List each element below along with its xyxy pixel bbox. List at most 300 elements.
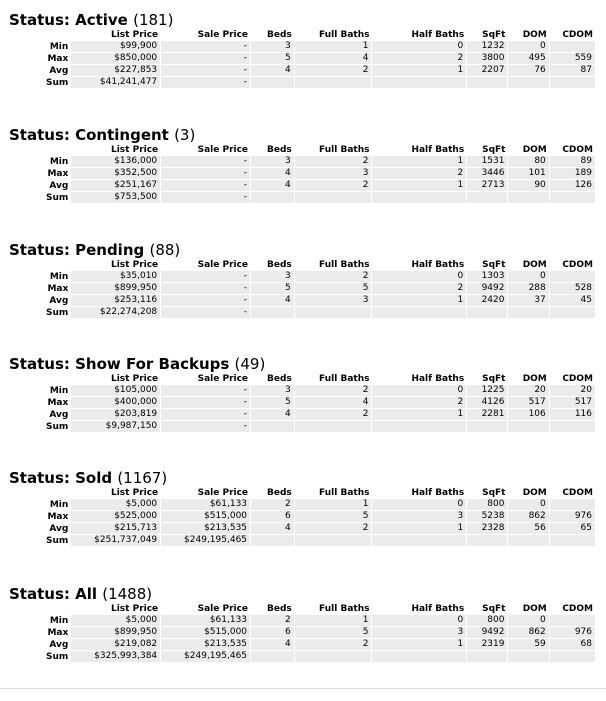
status-count: (1167) bbox=[117, 469, 168, 487]
column-header: Sale Price bbox=[197, 374, 249, 384]
stat-cell: 800 bbox=[467, 615, 508, 627]
stat-cell bbox=[508, 307, 549, 319]
stat-cell: 2713 bbox=[467, 180, 508, 192]
stat-cell: $352,500 bbox=[71, 168, 161, 180]
stat-cell: - bbox=[161, 53, 251, 65]
stat-row bbox=[30, 41, 596, 53]
stat-row bbox=[30, 156, 596, 168]
stat-cell bbox=[372, 77, 467, 89]
stat-cell bbox=[295, 535, 373, 547]
stat-cell bbox=[251, 651, 295, 663]
stat-cell: 65 bbox=[550, 523, 596, 535]
stat-cell bbox=[550, 651, 596, 663]
stat-cell: $61,133 bbox=[161, 615, 251, 627]
stat-row bbox=[30, 271, 596, 283]
stat-cell: 87 bbox=[550, 65, 596, 77]
stat-cell: - bbox=[161, 168, 251, 180]
row-label: Avg bbox=[49, 409, 69, 420]
stat-cell bbox=[508, 535, 549, 547]
stat-row bbox=[30, 168, 596, 180]
column-header: CDOM bbox=[562, 260, 593, 270]
row-label: Max bbox=[47, 168, 69, 179]
row-label: Avg bbox=[49, 639, 69, 650]
column-header: Beds bbox=[266, 30, 292, 40]
header-row bbox=[30, 604, 596, 615]
column-header: DOM bbox=[522, 374, 547, 384]
status-heading bbox=[9, 127, 195, 144]
stat-cell: 800 bbox=[467, 499, 508, 511]
column-header: List Price bbox=[110, 145, 159, 155]
header-row bbox=[30, 145, 596, 156]
stat-cell: $400,000 bbox=[71, 397, 161, 409]
column-header: Half Baths bbox=[411, 30, 465, 40]
stat-row bbox=[30, 421, 596, 433]
column-header: Full Baths bbox=[319, 145, 370, 155]
stat-cell: 1 bbox=[372, 156, 467, 168]
column-header: Sale Price bbox=[197, 260, 249, 270]
stats-table bbox=[30, 604, 596, 663]
stat-cell bbox=[550, 77, 596, 89]
stat-cell bbox=[251, 307, 295, 319]
stat-cell bbox=[550, 421, 596, 433]
stat-cell: $253,116 bbox=[71, 295, 161, 307]
stat-cell bbox=[467, 192, 508, 204]
stat-cell: 37 bbox=[508, 295, 549, 307]
stat-cell: 0 bbox=[372, 41, 467, 53]
column-header: Full Baths bbox=[319, 30, 370, 40]
stat-cell: 3 bbox=[295, 295, 373, 307]
row-label: Min bbox=[49, 499, 69, 510]
column-header: SqFt bbox=[482, 260, 506, 270]
stat-cell: 2 bbox=[372, 397, 467, 409]
stat-cell bbox=[295, 77, 373, 89]
stat-row bbox=[30, 397, 596, 409]
column-header: CDOM bbox=[562, 604, 593, 614]
stat-cell: 5 bbox=[251, 53, 295, 65]
stat-cell bbox=[251, 421, 295, 433]
row-label: Sum bbox=[46, 77, 69, 88]
stat-cell: - bbox=[161, 397, 251, 409]
header-row bbox=[30, 30, 596, 41]
stat-cell bbox=[251, 192, 295, 204]
column-header: Half Baths bbox=[411, 604, 465, 614]
header-row bbox=[30, 374, 596, 385]
stat-row bbox=[30, 385, 596, 397]
column-header: CDOM bbox=[562, 488, 593, 498]
row-label: Sum bbox=[46, 421, 69, 432]
stat-cell: 0 bbox=[508, 41, 549, 53]
stat-cell: $850,000 bbox=[71, 53, 161, 65]
column-header: Full Baths bbox=[319, 488, 370, 498]
column-header: Full Baths bbox=[319, 374, 370, 384]
stat-cell: 5 bbox=[295, 283, 373, 295]
stat-cell: 2 bbox=[372, 53, 467, 65]
stat-cell: - bbox=[161, 307, 251, 319]
stat-cell: 3 bbox=[251, 385, 295, 397]
stat-cell: 1225 bbox=[467, 385, 508, 397]
stat-row bbox=[30, 523, 596, 535]
stat-row bbox=[30, 511, 596, 523]
stat-cell bbox=[372, 421, 467, 433]
stat-row bbox=[30, 77, 596, 89]
column-header: CDOM bbox=[562, 145, 593, 155]
stat-cell: 5 bbox=[251, 283, 295, 295]
column-header bbox=[30, 374, 71, 385]
stat-cell: $251,737,049 bbox=[71, 535, 161, 547]
stat-cell: 495 bbox=[508, 53, 549, 65]
status-label: Status: bbox=[9, 355, 76, 373]
stat-cell bbox=[550, 615, 596, 627]
stat-cell: 9492 bbox=[467, 627, 508, 639]
column-header: Half Baths bbox=[411, 145, 465, 155]
stat-cell: 0 bbox=[508, 615, 549, 627]
stat-cell: 90 bbox=[508, 180, 549, 192]
stat-cell: 0 bbox=[372, 499, 467, 511]
stat-cell: - bbox=[161, 41, 251, 53]
stat-cell: 4 bbox=[251, 523, 295, 535]
column-header bbox=[30, 260, 71, 271]
stat-cell: 4 bbox=[251, 65, 295, 77]
stat-cell: 1232 bbox=[467, 41, 508, 53]
column-header: DOM bbox=[522, 145, 547, 155]
stat-cell: 2 bbox=[372, 283, 467, 295]
stat-cell: $753,500 bbox=[71, 192, 161, 204]
row-label: Max bbox=[47, 53, 69, 64]
stats-table bbox=[30, 488, 596, 547]
stat-cell: $5,000 bbox=[71, 615, 161, 627]
stat-cell: $325,993,384 bbox=[71, 651, 161, 663]
stat-cell: 89 bbox=[550, 156, 596, 168]
stat-row bbox=[30, 615, 596, 627]
stat-cell: - bbox=[161, 180, 251, 192]
row-label: Min bbox=[49, 156, 69, 167]
stat-cell: 2328 bbox=[467, 523, 508, 535]
stat-cell: 2 bbox=[251, 615, 295, 627]
column-header: SqFt bbox=[482, 145, 506, 155]
column-header: List Price bbox=[110, 30, 159, 40]
column-header: SqFt bbox=[482, 30, 506, 40]
stat-cell: 528 bbox=[550, 283, 596, 295]
status-count: (88) bbox=[149, 241, 181, 259]
stat-cell: 106 bbox=[508, 409, 549, 421]
stat-cell: 3 bbox=[372, 627, 467, 639]
stat-cell: 4 bbox=[251, 295, 295, 307]
stat-cell bbox=[508, 651, 549, 663]
stat-row bbox=[30, 639, 596, 651]
stat-cell: 4 bbox=[251, 180, 295, 192]
stat-row bbox=[30, 307, 596, 319]
stat-cell bbox=[372, 192, 467, 204]
stat-cell bbox=[372, 535, 467, 547]
status-name: Sold bbox=[75, 469, 118, 487]
stat-cell: 126 bbox=[550, 180, 596, 192]
status-heading bbox=[9, 470, 167, 487]
stat-cell: 76 bbox=[508, 65, 549, 77]
stat-cell: 68 bbox=[550, 639, 596, 651]
stat-cell: $22,274,208 bbox=[71, 307, 161, 319]
row-label: Max bbox=[47, 283, 69, 294]
column-header: Beds bbox=[266, 488, 292, 498]
status-count: (49) bbox=[234, 355, 266, 373]
stat-cell bbox=[550, 499, 596, 511]
stat-row bbox=[30, 535, 596, 547]
column-header bbox=[30, 604, 71, 615]
stat-cell: 288 bbox=[508, 283, 549, 295]
row-label: Min bbox=[49, 41, 69, 52]
status-name: Active bbox=[75, 11, 134, 29]
stat-cell: 1 bbox=[372, 639, 467, 651]
column-header: List Price bbox=[110, 488, 159, 498]
stat-cell bbox=[550, 307, 596, 319]
stat-cell: 1 bbox=[372, 180, 467, 192]
stat-cell: 2420 bbox=[467, 295, 508, 307]
stat-cell: 101 bbox=[508, 168, 549, 180]
stat-cell: $251,167 bbox=[71, 180, 161, 192]
stat-row bbox=[30, 651, 596, 663]
stat-cell: $249,195,465 bbox=[161, 651, 251, 663]
stat-cell: 1 bbox=[372, 65, 467, 77]
stat-cell bbox=[251, 77, 295, 89]
stat-cell: 5 bbox=[295, 511, 373, 523]
stat-cell bbox=[508, 192, 549, 204]
column-header: CDOM bbox=[562, 30, 593, 40]
stat-cell: 4 bbox=[251, 168, 295, 180]
stat-cell: $213,535 bbox=[161, 639, 251, 651]
stat-cell: 0 bbox=[372, 615, 467, 627]
stat-cell bbox=[467, 651, 508, 663]
row-label: Sum bbox=[46, 535, 69, 546]
stat-cell bbox=[467, 77, 508, 89]
stat-cell: 0 bbox=[508, 271, 549, 283]
stat-cell: - bbox=[161, 271, 251, 283]
status-count: (3) bbox=[174, 126, 196, 144]
stat-cell: $41,241,477 bbox=[71, 77, 161, 89]
stat-cell: 2 bbox=[295, 523, 373, 535]
stat-cell: 3 bbox=[251, 271, 295, 283]
status-heading bbox=[9, 586, 152, 603]
column-header: DOM bbox=[522, 488, 547, 498]
column-header: List Price bbox=[110, 374, 159, 384]
stat-cell: 189 bbox=[550, 168, 596, 180]
column-header: Full Baths bbox=[319, 604, 370, 614]
column-header: DOM bbox=[522, 604, 547, 614]
column-header: Half Baths bbox=[411, 374, 465, 384]
stat-cell bbox=[295, 651, 373, 663]
stat-cell: 3 bbox=[295, 168, 373, 180]
stat-cell: 4 bbox=[251, 409, 295, 421]
status-label: Status: bbox=[9, 126, 76, 144]
status-label: Status: bbox=[9, 469, 76, 487]
stat-cell: 0 bbox=[372, 385, 467, 397]
stat-cell: 20 bbox=[550, 385, 596, 397]
bottom-divider bbox=[0, 688, 606, 689]
stat-cell bbox=[550, 41, 596, 53]
stat-cell: $525,000 bbox=[71, 511, 161, 523]
row-label: Max bbox=[47, 511, 69, 522]
stat-cell: - bbox=[161, 192, 251, 204]
stats-table bbox=[30, 145, 596, 204]
row-label: Avg bbox=[49, 180, 69, 191]
stat-cell: 59 bbox=[508, 639, 549, 651]
stat-cell: 2 bbox=[295, 65, 373, 77]
stat-cell: 2 bbox=[295, 385, 373, 397]
stat-cell: 3 bbox=[251, 156, 295, 168]
stat-cell bbox=[467, 307, 508, 319]
stat-cell: 0 bbox=[372, 271, 467, 283]
stat-cell: 862 bbox=[508, 511, 549, 523]
stat-cell: 5238 bbox=[467, 511, 508, 523]
status-heading bbox=[9, 356, 265, 373]
stat-cell: $9,987,150 bbox=[71, 421, 161, 433]
status-name: All bbox=[75, 585, 103, 603]
column-header: SqFt bbox=[482, 374, 506, 384]
stat-cell bbox=[372, 307, 467, 319]
column-header bbox=[30, 30, 71, 41]
stat-cell: $99,900 bbox=[71, 41, 161, 53]
stat-cell: 116 bbox=[550, 409, 596, 421]
stat-cell: 862 bbox=[508, 627, 549, 639]
stat-cell: 1 bbox=[295, 615, 373, 627]
column-header: DOM bbox=[522, 260, 547, 270]
column-header: SqFt bbox=[482, 604, 506, 614]
stat-cell: 4 bbox=[295, 397, 373, 409]
column-header: List Price bbox=[110, 604, 159, 614]
row-label: Sum bbox=[46, 651, 69, 662]
stat-cell: 3446 bbox=[467, 168, 508, 180]
row-label: Avg bbox=[49, 523, 69, 534]
stat-cell bbox=[550, 535, 596, 547]
row-label: Avg bbox=[49, 65, 69, 76]
status-count: (1488) bbox=[102, 585, 153, 603]
stat-cell: 1 bbox=[372, 409, 467, 421]
status-label: Status: bbox=[9, 241, 76, 259]
row-label: Sum bbox=[46, 307, 69, 318]
status-name: Show For Backups bbox=[75, 355, 235, 373]
stat-cell: 5 bbox=[295, 627, 373, 639]
column-header: CDOM bbox=[562, 374, 593, 384]
column-header: Full Baths bbox=[319, 260, 370, 270]
stat-cell: 45 bbox=[550, 295, 596, 307]
header-row bbox=[30, 260, 596, 271]
stat-cell: $215,713 bbox=[71, 523, 161, 535]
stat-cell: $899,950 bbox=[71, 627, 161, 639]
stat-cell: $61,133 bbox=[161, 499, 251, 511]
stat-cell: 4 bbox=[295, 53, 373, 65]
stat-cell: $219,082 bbox=[71, 639, 161, 651]
stat-cell: 2 bbox=[295, 271, 373, 283]
stat-row bbox=[30, 499, 596, 511]
stat-cell: 1303 bbox=[467, 271, 508, 283]
stat-cell: 976 bbox=[550, 511, 596, 523]
stat-cell bbox=[295, 421, 373, 433]
stat-cell bbox=[467, 421, 508, 433]
stat-cell: 2207 bbox=[467, 65, 508, 77]
column-header: Sale Price bbox=[197, 604, 249, 614]
stat-cell: 4126 bbox=[467, 397, 508, 409]
stat-cell: 2 bbox=[295, 180, 373, 192]
stat-cell: 4 bbox=[251, 639, 295, 651]
stat-cell: $105,000 bbox=[71, 385, 161, 397]
stat-cell: - bbox=[161, 295, 251, 307]
stat-cell: 1 bbox=[295, 499, 373, 511]
stat-cell: $899,950 bbox=[71, 283, 161, 295]
stat-cell: 1 bbox=[372, 523, 467, 535]
status-label: Status: bbox=[9, 11, 76, 29]
stat-cell: - bbox=[161, 409, 251, 421]
column-header bbox=[30, 488, 71, 499]
stat-cell: 517 bbox=[508, 397, 549, 409]
stat-row bbox=[30, 192, 596, 204]
row-label: Min bbox=[49, 271, 69, 282]
stat-row bbox=[30, 180, 596, 192]
stat-cell: $136,000 bbox=[71, 156, 161, 168]
stat-cell: $515,000 bbox=[161, 627, 251, 639]
column-header: Half Baths bbox=[411, 488, 465, 498]
column-header: Beds bbox=[266, 604, 292, 614]
stat-row bbox=[30, 53, 596, 65]
stat-row bbox=[30, 283, 596, 295]
stat-cell: $5,000 bbox=[71, 499, 161, 511]
stat-cell: $515,000 bbox=[161, 511, 251, 523]
stat-cell bbox=[467, 535, 508, 547]
stat-cell: 2 bbox=[295, 409, 373, 421]
stat-cell: 1 bbox=[372, 295, 467, 307]
stat-cell: 2 bbox=[295, 639, 373, 651]
stat-cell: $35,010 bbox=[71, 271, 161, 283]
column-header: List Price bbox=[110, 260, 159, 270]
stat-cell: $213,535 bbox=[161, 523, 251, 535]
row-label: Min bbox=[49, 615, 69, 626]
stat-cell bbox=[508, 421, 549, 433]
stat-cell: - bbox=[161, 385, 251, 397]
stat-cell: 6 bbox=[251, 511, 295, 523]
column-header: Half Baths bbox=[411, 260, 465, 270]
stat-cell: 1531 bbox=[467, 156, 508, 168]
stats-table bbox=[30, 260, 596, 319]
column-header: Beds bbox=[266, 260, 292, 270]
status-heading bbox=[9, 12, 173, 29]
stat-cell: 1 bbox=[295, 41, 373, 53]
stats-table bbox=[30, 30, 596, 89]
column-header: Beds bbox=[266, 145, 292, 155]
stat-cell: 3 bbox=[372, 511, 467, 523]
stat-cell bbox=[372, 651, 467, 663]
stat-cell: - bbox=[161, 65, 251, 77]
stat-cell: 2 bbox=[372, 168, 467, 180]
stat-cell: - bbox=[161, 421, 251, 433]
status-name: Contingent bbox=[75, 126, 175, 144]
stat-cell: 5 bbox=[251, 397, 295, 409]
column-header: Sale Price bbox=[197, 30, 249, 40]
column-header: Sale Price bbox=[197, 145, 249, 155]
stat-cell: 3 bbox=[251, 41, 295, 53]
row-label: Max bbox=[47, 397, 69, 408]
stats-table bbox=[30, 374, 596, 433]
stat-cell: 0 bbox=[508, 499, 549, 511]
stat-cell: 20 bbox=[508, 385, 549, 397]
column-header: SqFt bbox=[482, 488, 506, 498]
stat-cell: 559 bbox=[550, 53, 596, 65]
stat-cell: 3800 bbox=[467, 53, 508, 65]
stat-cell: 517 bbox=[550, 397, 596, 409]
stat-cell bbox=[251, 535, 295, 547]
column-header: Sale Price bbox=[197, 488, 249, 498]
header-row bbox=[30, 488, 596, 499]
stat-row bbox=[30, 295, 596, 307]
stat-cell: 56 bbox=[508, 523, 549, 535]
row-label: Sum bbox=[46, 192, 69, 203]
column-header: DOM bbox=[522, 30, 547, 40]
